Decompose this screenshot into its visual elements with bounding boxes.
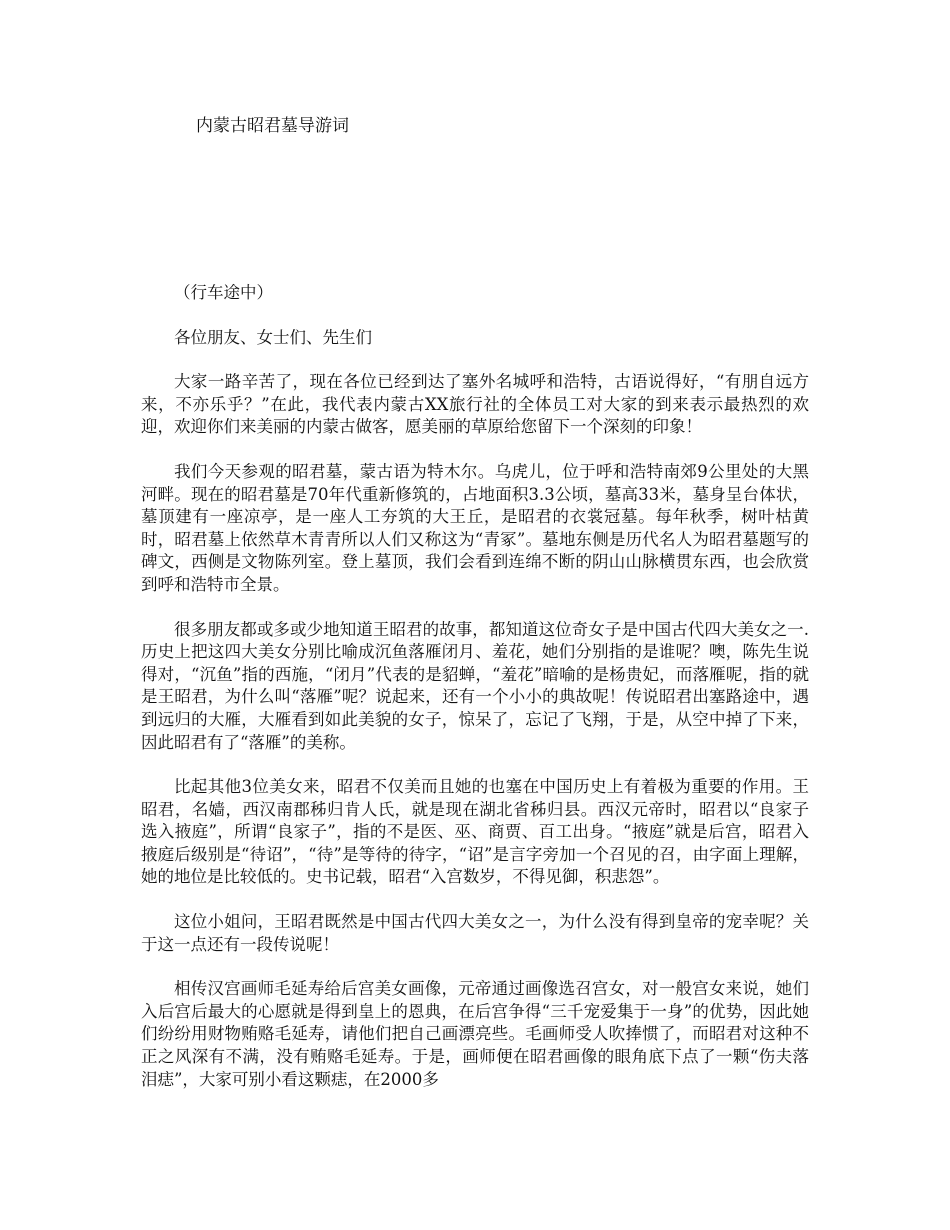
document-body	[141, 282, 809, 1113]
paragraph-welcome: 大家一路辛苦了，现在各位已经到达了塞外名城呼和浩特，古语说得好，“有朋自远方来，不亦乐乎？”在此，我代表内蒙古XX旅行社的全体员工对大家的到来表示最热烈的欢迎，欢迎你们来美丽的内蒙古做客，愿美丽的草原给您留下一个深刻的印象！	[141, 372, 809, 437]
document-title: 内蒙古昭君墓导游词	[196, 116, 349, 136]
paragraph-four-beauties: 很多朋友都或多或少地知道王昭君的故事，都知道这位奇女子是中国古代四大美女之一.历史上把这四大美女分别比喻成沉鱼落雁闭月、羞花，她们分别指的是谁呢？噢，陈先生说得对，“沉鱼”指的西施，“闭月”代表的是貂蝉，“羞花”暗喻的是杨贵妃，而落雁呢，指的就是王昭君，为什么叫“落雁”呢？说起来，还有一个小小的典故呢！传说昭君出塞路途中，遇到远归的大雁，大雁看到如此美貌的女子，惊呆了，忘记了飞翔，于是，从空中掉了下来，因此昭君有了“落雁”的美称。	[141, 619, 809, 752]
paragraph-greeting: 各位朋友、女士们、先生们	[174, 327, 372, 347]
paragraph-legend: 相传汉宫画师毛延寿给后宫美女画像，元帝通过画像选召宫女，对一般宫女来说，她们入后宫后最大的心愿就是得到皇上的恩典，在后宫争得“三千宠爱集于一身”的优势，因此她们纷纷用财物贿赂毛延寿，请他们把自己画漂亮些。毛画师受人吹捧惯了，而昭君对这种不正之风深有不满，没有贿赂毛延寿。于是，画师便在昭君画像的眼角底下点了一颗“伤夫落泪痣”，大家可别小看这颗痣，在2000多	[141, 979, 809, 1089]
paragraph-tomb-intro: 我们今天参观的昭君墓，蒙古语为特木尔。乌虎儿，位于呼和浩特南郊9公里处的大黑河畔。现在的昭君墓是70年代重新修筑的，占地面积3.3公顷，墓高33米，墓身呈台体状，墓顶建有一座凉亭，是一座人工夯筑的大王丘，是昭君的衣裳冠墓。每年秋季，树叶枯黄时，昭君墓上依然草木青青所以人们又称这为“青冢”。墓地东侧是历代名人为昭君墓题写的碑文，西侧是文物陈列室。登上墓顶，我们会看到连绵不断的阴山山脉横贯东西，也会欣赏到呼和浩特市全景。	[141, 461, 809, 594]
paragraph-question: 这位小姐问，王昭君既然是中国古代四大美女之一，为什么没有得到皇帝的宠幸呢？关于这一点还有一段传说呢！	[141, 912, 809, 954]
paragraph-travel-note: （行车途中）	[174, 283, 273, 302]
paragraph-zhaojun-history: 比起其他3位美女来，昭君不仅美而且她的也塞在中国历史上有着极为重要的作用。王昭君，名嫱，西汉南郡秭归肯人氏，就是现在湖北省秭归县。西汉元帝时，昭君以“良家子选入掖庭”，所谓“良家子”，指的不是医、巫、商贾、百工出身。“掖庭”就是后宫，昭君入掖庭后级别是“待诏”，“待”是等待的待字，“诏”是言字旁加一个召见的召，由字面上理解，她的地位是比较低的。史书记载，昭君“入宫数岁，不得见御，积悲怨”。	[141, 777, 809, 887]
